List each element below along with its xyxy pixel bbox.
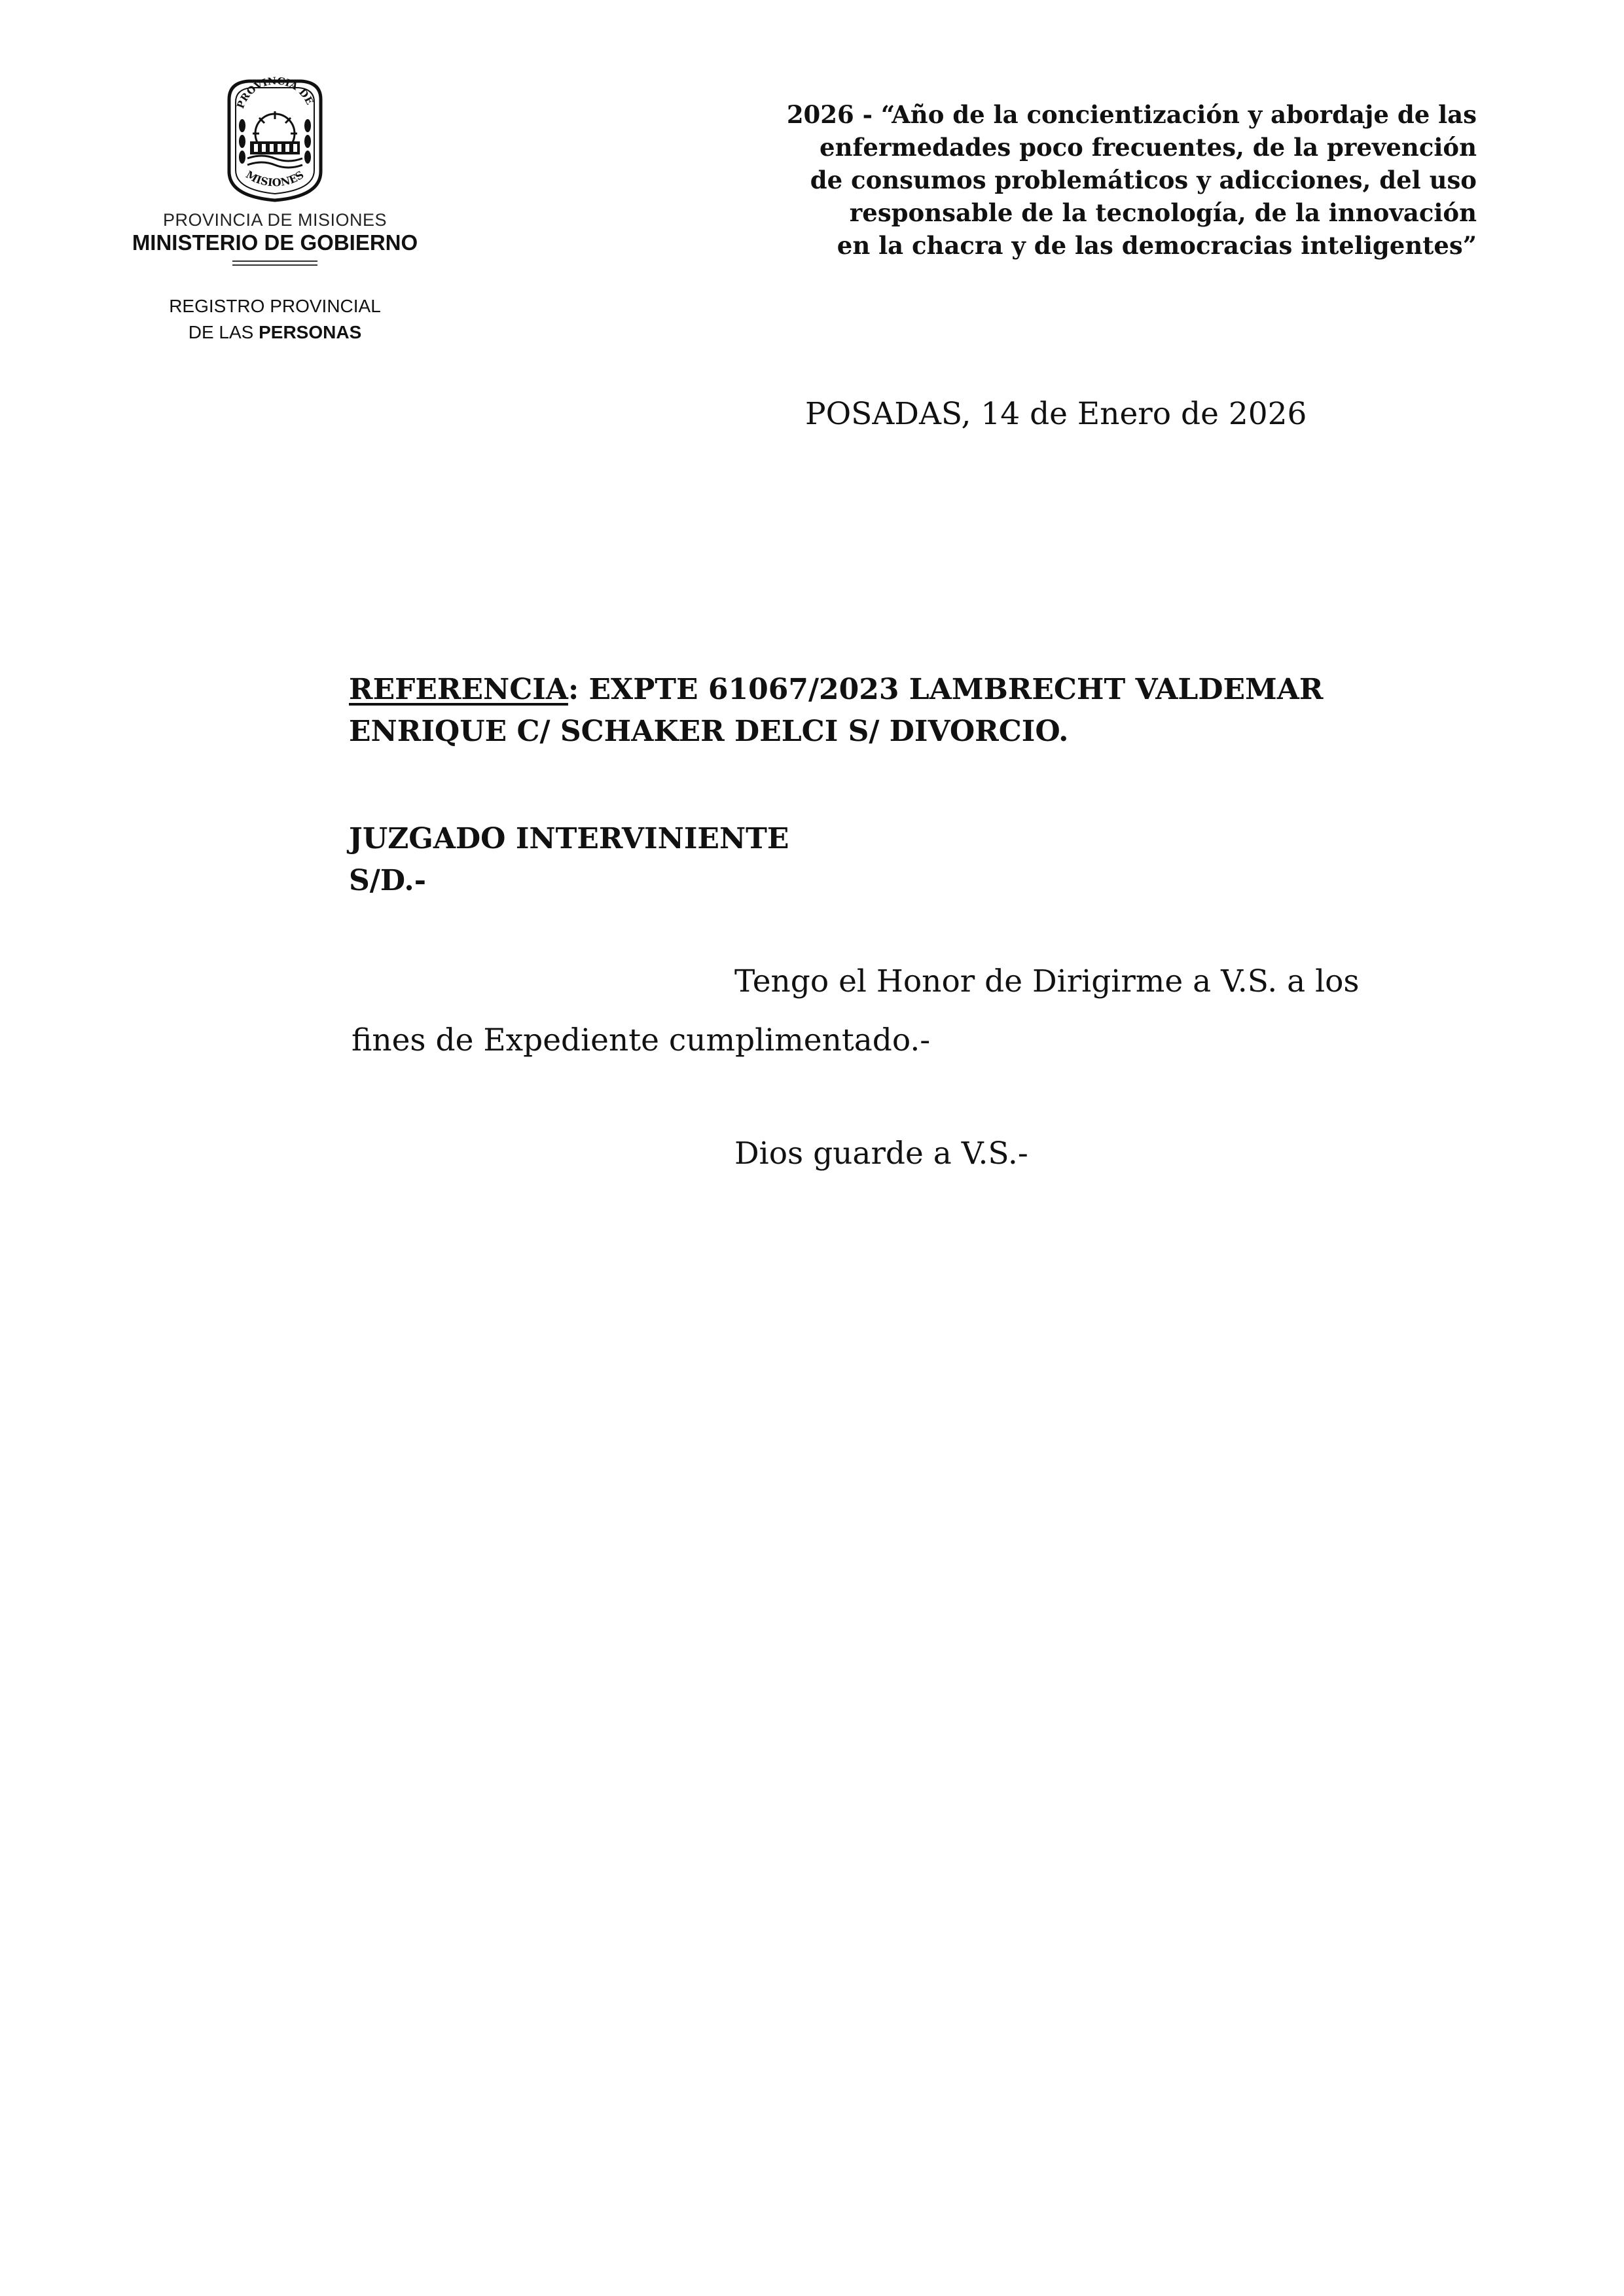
motto-line: de consumos problemáticos y adicciones, del uso xyxy=(810,166,1477,194)
body-line-1: Tengo el Honor de Dirigirme a V.S. a los xyxy=(734,963,1360,999)
reference-line-1 xyxy=(349,669,1462,711)
body-paragraph xyxy=(352,952,1412,1070)
addressee-line-1: JUZGADO INTERVINIENTE xyxy=(349,822,789,855)
ministry-name: MINISTERIO DE GOBIERNO xyxy=(132,230,418,255)
registry-line-1: REGISTRO PROVINCIAL xyxy=(169,295,381,316)
ministry-divider xyxy=(232,260,317,266)
provincial-seal-icon xyxy=(216,73,334,204)
letterhead xyxy=(105,73,445,346)
addressee-block xyxy=(349,818,789,902)
motto-line: 2026 - “Año de la concientización y abordaje de las xyxy=(786,100,1477,129)
registry-line-2-strong: PERSONAS xyxy=(259,322,362,343)
reference-label: REFERENCIA xyxy=(349,673,568,706)
body-line-2: fines de Expediente cumplimentado.- xyxy=(352,1022,931,1058)
registry-name xyxy=(105,293,445,346)
year-motto xyxy=(626,98,1477,262)
addressee-line-2: S/D.- xyxy=(349,864,427,897)
registry-line-2 xyxy=(105,319,445,346)
province-name: PROVINCIA DE MISIONES xyxy=(162,210,388,230)
seal-text-bottom: MISIONES xyxy=(244,168,306,189)
reference-block xyxy=(349,669,1462,753)
reference-line-2: ENRIQUE C/ SCHAKER DELCI S/ DIVORCIO. xyxy=(349,715,1069,748)
seal-text-top: PROVINCIA DE xyxy=(234,75,316,111)
motto-line: responsable de la tecnología, de la innovación xyxy=(849,198,1477,227)
closing-salutation: Dios guarde a V.S.- xyxy=(734,1136,1028,1172)
document-date: POSADAS, 14 de Enero de 2026 xyxy=(805,396,1307,432)
motto-line: enfermedades poco frecuentes, de la prevención xyxy=(820,133,1477,162)
motto-line: en la chacra y de las democracias inteligentes” xyxy=(837,231,1477,260)
registry-line-2-prefix: DE LAS xyxy=(188,322,259,343)
reference-line-1-rest: : EXPTE 61067/2023 LAMBRECHT VALDEMAR xyxy=(568,673,1324,706)
